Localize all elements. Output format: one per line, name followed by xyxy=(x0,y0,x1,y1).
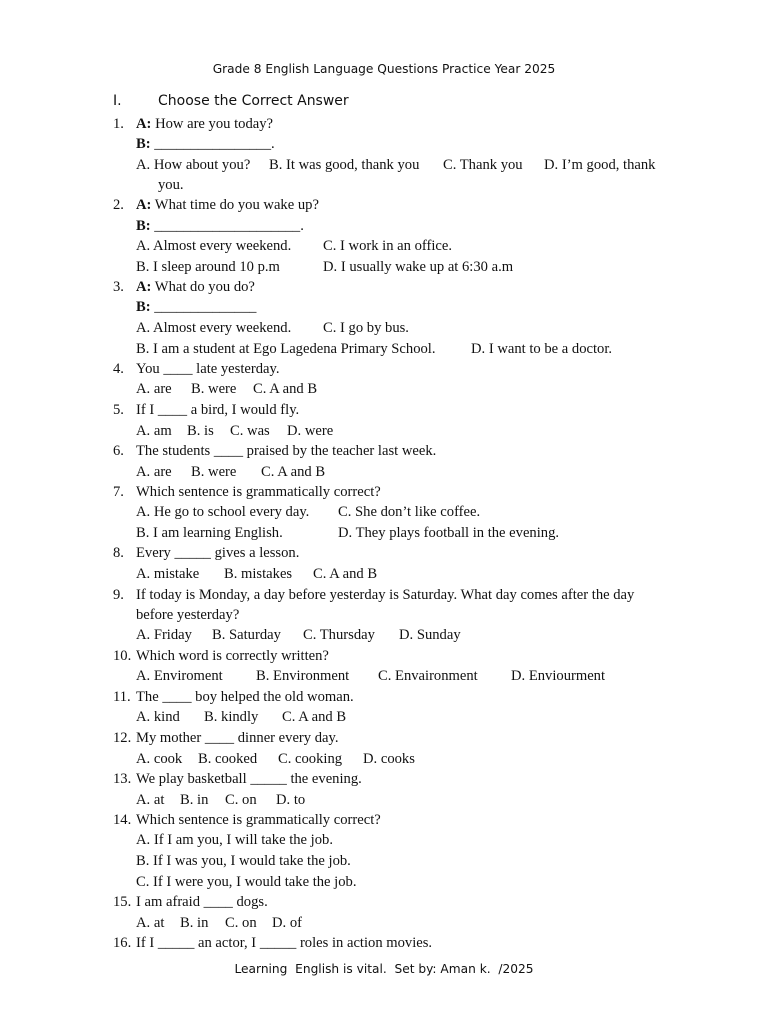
question-text: Which word is correctly written? xyxy=(136,648,329,664)
speaker-label: B: xyxy=(136,299,151,315)
options-12 xyxy=(0,749,768,769)
options-10 xyxy=(0,666,768,686)
option-d: D. to xyxy=(276,792,306,808)
question-number: 7. xyxy=(113,484,124,500)
option-b: B. is xyxy=(187,423,214,439)
option-a: A. Almost every weekend. xyxy=(136,238,292,254)
option-a: A. mistake xyxy=(136,566,200,582)
options-9 xyxy=(0,625,768,645)
question-text: What do you do? xyxy=(154,279,255,295)
option-b: B. It was good, thank you xyxy=(269,157,420,173)
option-b: B. kindly xyxy=(204,709,259,725)
options-4 xyxy=(0,379,768,399)
page-header: Grade 8 English Language Questions Practice Year 2025 xyxy=(212,62,556,76)
question-5 xyxy=(0,400,768,420)
options-5 xyxy=(0,421,768,441)
option-b: B. Saturday xyxy=(212,627,281,643)
option-a: A. kind xyxy=(136,709,180,725)
question-text: If today is Monday, a day before yesterday is Saturday. What day comes after the day xyxy=(136,587,635,603)
option-b: B. were xyxy=(191,464,237,480)
option-c: C. A and B xyxy=(253,381,318,397)
question-7 xyxy=(0,482,768,502)
question-text: If I _____ an actor, I _____ roles in action movies. xyxy=(136,935,433,951)
question-text: What time do you wake up? xyxy=(154,197,319,213)
option-a: A. He go to school every day. xyxy=(136,504,310,520)
option-a: A. Almost every weekend. xyxy=(136,320,292,336)
option-c: C. I go by bus. xyxy=(323,320,409,336)
options-2-row1 xyxy=(0,236,768,256)
options-14-c xyxy=(0,872,768,892)
question-9-continued xyxy=(0,605,768,625)
question-number: 11. xyxy=(113,689,131,705)
option-a: A. cook xyxy=(136,751,183,767)
question-8 xyxy=(0,543,768,563)
answer-blank: ______________ xyxy=(154,299,257,315)
answer-blank: ________________. xyxy=(154,136,275,152)
options-3-row2 xyxy=(0,339,768,359)
option-d: D. were xyxy=(287,423,334,439)
answer-line-3 xyxy=(0,297,768,317)
option-b: B. cooked xyxy=(198,751,258,767)
option-c: C. Thursday xyxy=(303,627,375,643)
question-14 xyxy=(0,810,768,830)
option-b: B. were xyxy=(191,381,237,397)
question-11 xyxy=(0,687,768,707)
option-b: B. If I was you, I would take the job. xyxy=(136,853,351,869)
question-text: The students ____ praised by the teacher last week. xyxy=(136,443,437,459)
option-d: D. They plays football in the evening. xyxy=(338,525,560,541)
option-c: C. Envaironment xyxy=(378,668,478,684)
options-14-a xyxy=(0,830,768,850)
question-text: I am afraid ____ dogs. xyxy=(136,894,268,910)
speaker-label: A: xyxy=(136,279,152,295)
question-9 xyxy=(0,585,768,605)
question-number: 15. xyxy=(113,894,132,910)
option-a: A. at xyxy=(136,915,165,931)
options-11 xyxy=(0,707,768,727)
option-d: D. Sunday xyxy=(399,627,461,643)
question-number: 6. xyxy=(113,443,124,459)
speaker-label: A: xyxy=(136,116,152,132)
question-number: 2. xyxy=(113,197,124,213)
options-15 xyxy=(0,913,768,933)
option-c: C. A and B xyxy=(261,464,326,480)
question-text: How are you today? xyxy=(155,116,273,132)
question-6 xyxy=(0,441,768,461)
option-c: C. on xyxy=(225,792,257,808)
options-7-row1 xyxy=(0,502,768,522)
speaker-label: A: xyxy=(136,197,152,213)
answer-line-2 xyxy=(0,216,768,236)
question-15 xyxy=(0,892,768,912)
option-continuation xyxy=(0,175,768,195)
option-b: B. I sleep around 10 p.m xyxy=(136,259,280,275)
option-d: D. Enviourment xyxy=(511,668,606,684)
option-d: D. I usually wake up at 6:30 a.m xyxy=(323,259,514,275)
question-text: Which sentence is grammatically correct? xyxy=(136,484,381,500)
option-b: B. Environment xyxy=(256,668,350,684)
option-b: B. I am a student at Ego Lagedena Primary School. xyxy=(136,341,436,357)
option-d: D. of xyxy=(272,915,302,931)
page-footer: Learning English is vital. Set by: Aman k. /2025 xyxy=(234,962,534,976)
question-number: 3. xyxy=(113,279,124,295)
question-text: The ____ boy helped the old woman. xyxy=(136,689,354,705)
question-number: 12. xyxy=(113,730,132,746)
option-d: D. I’m good, thank xyxy=(544,157,656,173)
question-1 xyxy=(0,114,768,134)
options-1 xyxy=(0,155,768,175)
options-14-b xyxy=(0,851,768,871)
option-c: C. A and B xyxy=(313,566,378,582)
option-c: C. She don’t like coffee. xyxy=(338,504,481,520)
option-a: A. If I am you, I will take the job. xyxy=(136,832,333,848)
options-6 xyxy=(0,462,768,482)
question-text: Every _____ gives a lesson. xyxy=(136,545,300,561)
question-text: My mother ____ dinner every day. xyxy=(136,730,339,746)
answer-line-1 xyxy=(0,134,768,154)
option-c: C. Thank you xyxy=(443,157,523,173)
question-text-continued: before yesterday? xyxy=(136,607,240,623)
options-13 xyxy=(0,790,768,810)
question-10 xyxy=(0,646,768,666)
option-d: D. cooks xyxy=(363,751,415,767)
section-title: Choose the Correct Answer xyxy=(158,93,349,109)
option-a: A. are xyxy=(136,464,172,480)
option-c: C. I work in an office. xyxy=(323,238,453,254)
question-number: 5. xyxy=(113,402,124,418)
option-b: B. in xyxy=(180,915,209,931)
speaker-label: B: xyxy=(136,136,151,152)
question-number: 10. xyxy=(113,648,132,664)
question-4 xyxy=(0,359,768,379)
question-13 xyxy=(0,769,768,789)
option-a: A. Friday xyxy=(136,627,192,643)
section-number: I. xyxy=(113,93,122,109)
option-a: A. How about you? xyxy=(136,157,251,173)
options-2-row2 xyxy=(0,257,768,277)
question-number: 9. xyxy=(113,587,124,603)
question-number: 16. xyxy=(113,935,132,951)
option-a: A. Enviroment xyxy=(136,668,223,684)
option-d: D. I want to be a doctor. xyxy=(471,341,613,357)
question-number: 14. xyxy=(113,812,132,828)
question-number: 1. xyxy=(113,116,124,132)
question-12 xyxy=(0,728,768,748)
option-a: A. are xyxy=(136,381,172,397)
option-c: C. cooking xyxy=(278,751,343,767)
question-3 xyxy=(0,277,768,297)
question-number: 13. xyxy=(113,771,132,787)
option-b: B. in xyxy=(180,792,209,808)
option-c: C. on xyxy=(225,915,257,931)
question-number: 4. xyxy=(113,361,124,377)
answer-blank: ____________________. xyxy=(154,218,304,234)
option-c: C. was xyxy=(230,423,270,439)
speaker-label: B: xyxy=(136,218,151,234)
options-8 xyxy=(0,564,768,584)
option-a: A. at xyxy=(136,792,165,808)
question-number: 8. xyxy=(113,545,124,561)
option-d-continued: you. xyxy=(158,177,184,193)
option-b: B. mistakes xyxy=(224,566,293,582)
question-text: You ____ late yesterday. xyxy=(136,361,280,377)
option-c: C. A and B xyxy=(282,709,347,725)
question-text: Which sentence is grammatically correct? xyxy=(136,812,381,828)
question-text: We play basketball _____ the evening. xyxy=(136,771,362,787)
question-2 xyxy=(0,195,768,215)
question-16 xyxy=(0,933,768,953)
options-3-row1 xyxy=(0,318,768,338)
options-7-row2 xyxy=(0,523,768,543)
option-c: C. If I were you, I would take the job. xyxy=(136,874,357,890)
option-b: B. I am learning English. xyxy=(136,525,283,541)
option-a: A. am xyxy=(136,423,172,439)
question-text: If I ____ a bird, I would fly. xyxy=(136,402,300,418)
